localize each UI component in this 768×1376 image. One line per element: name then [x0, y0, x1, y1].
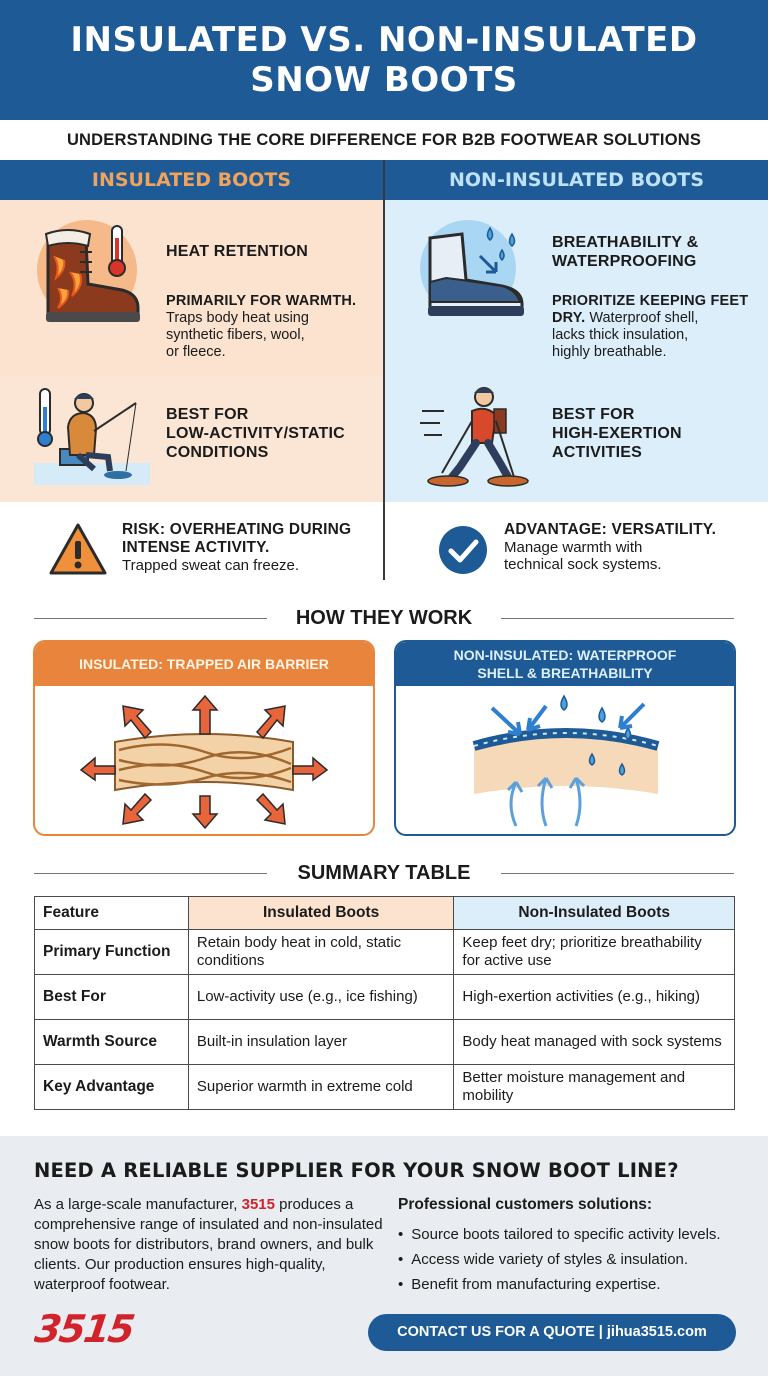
feature-cell: Warmth Source — [35, 1020, 189, 1065]
waterproof-shell-diagram — [396, 686, 734, 834]
list-item: • Access wide variety of styles & insulation. — [398, 1247, 721, 1272]
footer-title: NEED A RELIABLE SUPPLIER FOR YOUR SNOW BOOT LINE? — [34, 1159, 679, 1182]
insulated-cell: Superior warmth in extreme cold — [188, 1065, 454, 1110]
heat-retention-title: HEAT RETENTION — [166, 243, 309, 260]
insulated-diagram-card — [33, 640, 375, 836]
non-insulated-cell: Body heat managed with sock systems — [454, 1020, 735, 1065]
heat-retention-text: PRIMARILY FOR WARMTH. Traps body heat using synthetic fibers, wool, or fleece. — [166, 293, 357, 360]
non-insulated-cell: High-exertion activities (e.g., hiking) — [454, 975, 735, 1020]
how-they-work-section — [34, 603, 734, 633]
title-banner — [0, 0, 768, 120]
breathability-text: PRIORITIZE KEEPING FEET DRY. Waterproof shell, lacks thick insulation, highly breathable. — [552, 293, 749, 360]
brand-logo[interactable] — [34, 1308, 159, 1350]
brand-name: 3515 — [241, 1196, 275, 1213]
static-conditions-title: BEST FOR LOW-ACTIVITY/STATIC CONDITIONS — [166, 406, 345, 461]
page-title-line1: INSULATED VS. NON-INSULATED — [70, 20, 698, 60]
breathability-title: BREATHABILITY & WATERPROOFING — [552, 234, 699, 270]
solutions-list — [398, 1222, 721, 1297]
non-insulated-cell: Keep feet dry; prioritize breathability for active use — [454, 930, 735, 975]
contact-quote-button[interactable]: CONTACT US FOR A QUOTE | jihua3515.com — [368, 1314, 736, 1351]
svg-text:3515: 3515 — [34, 1308, 136, 1350]
header-insulated: Insulated Boots — [188, 897, 454, 930]
table-header-row — [35, 897, 735, 930]
insulated-diagram-caption: INSULATED: TRAPPED AIR BARRIER — [35, 642, 373, 686]
list-item: • Source boots tailored to specific activity levels. — [398, 1222, 721, 1247]
waterproof-boot-icon — [416, 214, 541, 324]
insulated-boot-icon — [30, 212, 155, 327]
risk-text: RISK: OVERHEATING DURING INTENSE ACTIVITY. Trapped sweat can freeze. — [122, 521, 352, 574]
feature-cell: Best For — [35, 975, 189, 1020]
header-non-insulated: Non-Insulated Boots — [454, 897, 735, 930]
non-insulated-cell: Better moisture management and mobility — [454, 1065, 735, 1110]
non-insulated-diagram-card — [394, 640, 736, 836]
how-they-work-heading: HOW THEY WORK — [295, 607, 473, 629]
insulated-cell: Low-activity use (e.g., ice fishing) — [188, 975, 454, 1020]
table-row — [35, 1065, 735, 1110]
non-insulated-diagram-caption: NON-INSULATED: WATERPROOF SHELL & BREATHABILITY — [396, 642, 734, 686]
insulated-cell: Retain body heat in cold, static conditions — [188, 930, 454, 975]
feature-cell: Key Advantage — [35, 1065, 189, 1110]
warning-icon — [48, 521, 108, 577]
list-item: • Benefit from manufacturing expertise. — [398, 1272, 721, 1297]
advantage-text: ADVANTAGE: VERSATILITY. Manage warmth with technical sock systems. — [504, 521, 717, 573]
checkmark-icon — [436, 523, 490, 577]
column-header-non-insulated: NON-INSULATED BOOTS — [385, 160, 768, 200]
feature-cell: Primary Function — [35, 930, 189, 975]
trapped-air-diagram — [35, 686, 373, 834]
column-divider — [383, 160, 385, 580]
summary-section — [34, 858, 734, 888]
table-row — [35, 975, 735, 1020]
high-exertion-title: BEST FOR HIGH-EXERTION ACTIVITIES — [552, 406, 682, 461]
snowshoe-hiker-icon — [416, 381, 541, 493]
header-feature: Feature — [35, 897, 189, 930]
solutions-heading: Professional customers solutions: — [398, 1196, 653, 1213]
table-row — [35, 930, 735, 975]
page-title-line2: SNOW BOOTS — [250, 60, 518, 100]
summary-table — [34, 896, 735, 1110]
footer-paragraph: As a large-scale manufacturer, 3515 produces a comprehensive range of insulated and non-insulated snow boots for distributors, brand owners, and bulk clients. Our production ensures high-quality, waterproof footwear. — [34, 1196, 383, 1293]
insulated-cell: Built-in insulation layer — [188, 1020, 454, 1065]
summary-heading: SUMMARY TABLE — [297, 862, 471, 884]
column-header-insulated: INSULATED BOOTS — [0, 160, 383, 200]
page-subtitle: UNDERSTANDING THE CORE DIFFERENCE FOR B2B FOOTWEAR SOLUTIONS — [66, 131, 702, 149]
table-row — [35, 1020, 735, 1065]
ice-fishing-icon — [30, 383, 155, 493]
